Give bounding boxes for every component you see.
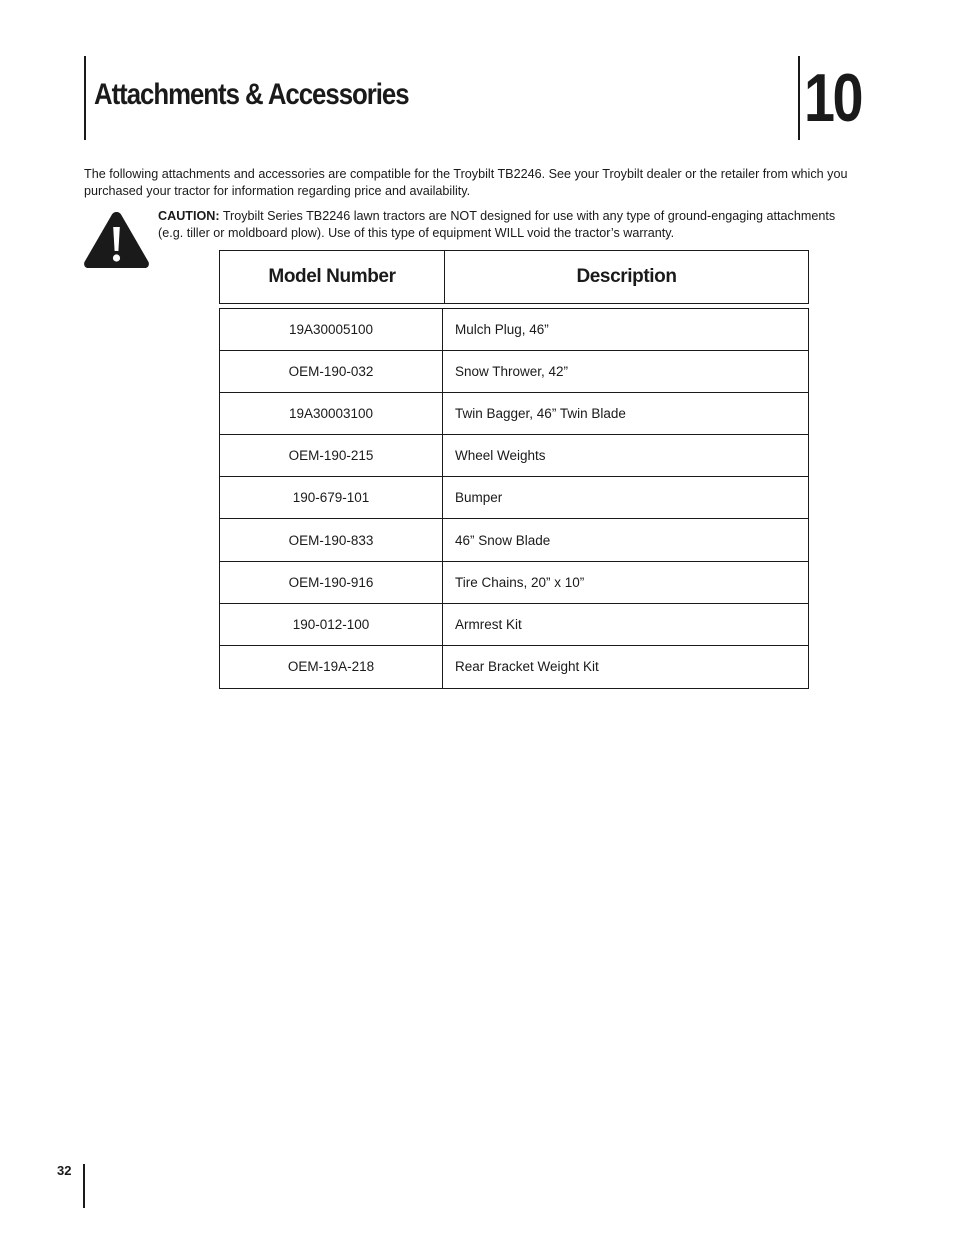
chapter-number: 10 — [804, 60, 862, 136]
intro-paragraph: The following attachments and accessories are compatible for the Troybilt TB2246. See your Troybilt dealer or the retailer from which you purchased your tractor for information regarding price and availability. — [84, 167, 848, 198]
table-row — [220, 351, 808, 393]
title-divider — [84, 56, 86, 140]
table-row — [220, 477, 808, 519]
chapter-divider — [798, 56, 800, 140]
table-row — [220, 646, 808, 688]
footer-divider — [83, 1164, 85, 1208]
table-header-row — [219, 250, 809, 304]
caution-notice — [158, 208, 848, 241]
description-cell: Mulch Plug, 46” — [455, 322, 549, 338]
model-number-cell: OEM-190-032 — [220, 351, 443, 392]
table-body — [219, 308, 809, 689]
model-number-cell: OEM-19A-218 — [220, 646, 443, 688]
model-number-cell: 190-012-100 — [220, 604, 443, 645]
accessories-table — [219, 250, 809, 689]
table-row — [220, 309, 808, 351]
description-cell: Tire Chains, 20” x 10” — [455, 574, 585, 590]
model-number-cell: 19A30005100 — [220, 309, 443, 350]
model-number-cell: 19A30003100 — [220, 393, 443, 434]
warning-triangle-icon — [83, 211, 150, 269]
description-cell: Rear Bracket Weight Kit — [455, 659, 599, 675]
header-model-number: Model Number — [220, 251, 445, 303]
page-number: 32 — [57, 1163, 72, 1178]
table-row — [220, 562, 808, 604]
model-number-cell: OEM-190-916 — [220, 562, 443, 603]
page-title: Attachments & Accessories — [94, 78, 409, 111]
caution-text: Troybilt Series TB2246 lawn tractors are NOT designed for use with any type of ground-engaging attachments (e.g. tiller or moldboard plow). Use of this type of equipment WILL void the tractor’s warranty. — [158, 209, 836, 240]
description-cell: Wheel Weights — [455, 448, 546, 464]
description-cell: Snow Thrower, 42” — [455, 364, 569, 380]
model-number-cell: OEM-190-833 — [220, 519, 443, 560]
caution-label: CAUTION: — [158, 209, 220, 223]
table-row — [220, 393, 808, 435]
table-row — [220, 604, 808, 646]
description-cell: Armrest Kit — [455, 616, 522, 632]
description-cell: Bumper — [455, 490, 503, 506]
table-row — [220, 519, 808, 561]
model-number-cell: OEM-190-215 — [220, 435, 443, 476]
header-description: Description — [576, 266, 677, 287]
description-cell: Twin Bagger, 46” Twin Blade — [455, 406, 626, 422]
description-cell: 46” Snow Blade — [455, 532, 551, 548]
model-number-cell: 190-679-101 — [220, 477, 443, 518]
table-row — [220, 435, 808, 477]
